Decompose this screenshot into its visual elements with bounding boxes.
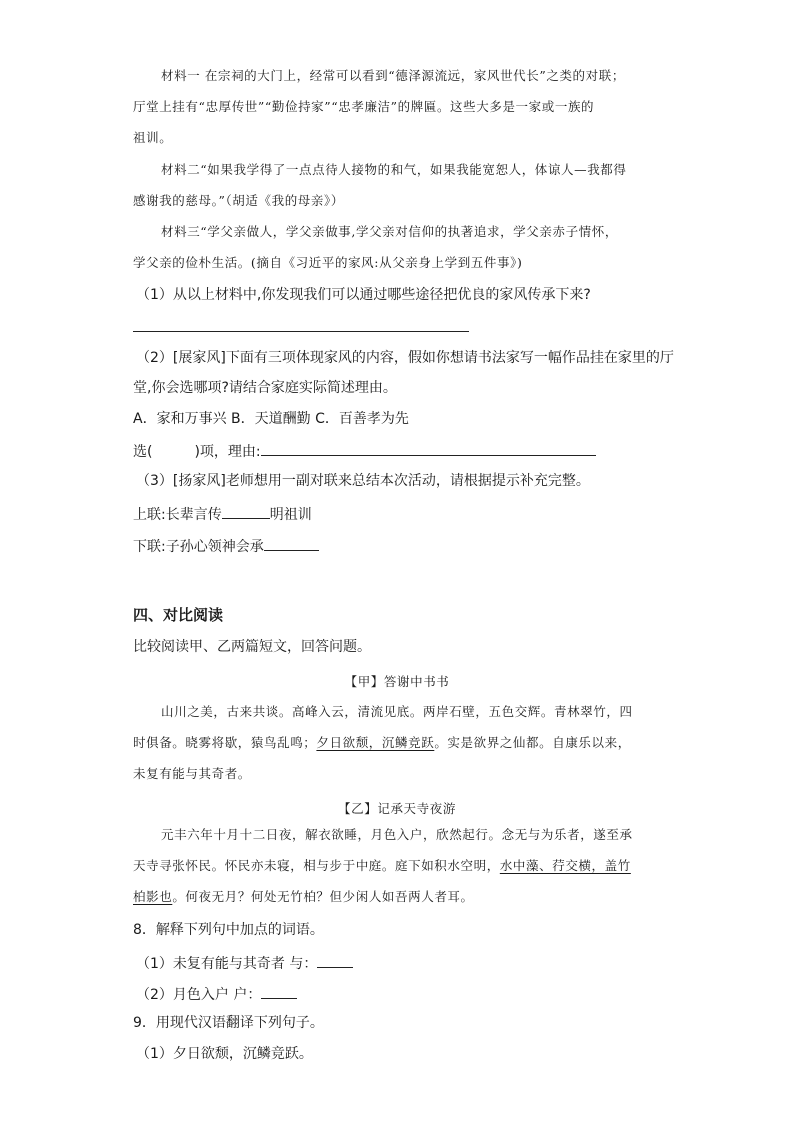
- passage-yi-line-3: [133, 891, 474, 904]
- question-8-item-1-blank[interactable]: [317, 955, 353, 968]
- material-three-line-1: 材料三“学父亲做人，学父亲做事,学父亲对信仰的执著追求，学父亲赤子情怀，: [161, 224, 618, 239]
- passage-jia-line-1: 山川之美，古来共谈。高峰入云，清流见底。两岸石壁，五色交辉。青林翠竹，四: [161, 704, 633, 719]
- passage-yi-line-3-end: 。何夜无月？何处无竹柏？但少闲人如吾两人者耳。: [172, 889, 474, 904]
- question-2-prompt-line-1: （2）[展家风]下面有三项体现家风的内容，假如你想请书法家写一幅作品挂在家里的厅: [136, 350, 674, 366]
- passage-yi-underlined-sentence-part-2: 柏影也: [133, 889, 173, 904]
- material-two-line-2: 感谢我的慈母。”（胡适《我的母亲》）: [133, 193, 344, 208]
- question-2-reason-blank[interactable]: [261, 443, 596, 456]
- material-three-line-2: 学父亲的俭朴生活。(摘自《习近平的家风:从父亲身上学到五件事》): [133, 255, 523, 270]
- passage-jia-title: 【甲】答谢中书书: [344, 674, 450, 689]
- couplet-lower-row: [133, 538, 319, 554]
- question-2-prompt-line-2: 堂,你会选哪项?请结合家庭实际简述理由。: [133, 380, 397, 396]
- couplet-lower-blank[interactable]: [264, 538, 319, 551]
- question-2-choice-row: [133, 443, 596, 459]
- question-8-item-2-text: （2）月色入户 户：: [136, 987, 262, 1003]
- question-1-prompt: （1）从以上材料中,你发现我们可以通过哪些途径把优良的家风传承下来?: [136, 287, 591, 303]
- couplet-upper-row: [133, 506, 312, 522]
- passage-jia-line-3: 未复有能与其奇者。: [133, 766, 251, 781]
- passage-jia-line-2-end: 。实是欲界之仙都。自康乐以来，: [434, 735, 631, 750]
- passage-yi-line-2: [133, 860, 631, 873]
- question-8-item-2: [136, 986, 297, 1002]
- passage-yi-line-2-start: 天寺寻张怀民。怀民亦未寝，相与步于中庭。庭下如积水空明，: [133, 858, 500, 873]
- passage-jia-underlined-sentence: 夕日欲颓，沉鳞竞跃: [316, 735, 435, 750]
- question-2-options: A．家和万事兴 B．天道酬勤 C．百善孝为先: [133, 411, 409, 427]
- passage-jia-line-2: [133, 737, 631, 750]
- couplet-upper-blank[interactable]: [222, 506, 270, 519]
- question-2-choice-prefix: 选(: [133, 444, 153, 460]
- question-9-item-1: （1）夕日欲颓，沉鳞竞跃。: [136, 1046, 313, 1062]
- passage-yi-underlined-sentence-part-1: 水中藻、荇交横，盖竹: [499, 858, 631, 873]
- question-9-prompt: 9．用现代汉语翻译下列句子。: [133, 1015, 324, 1031]
- passage-yi-line-1: 元丰六年十月十二日夜，解衣欲睡，月色入户，欣然起行。念无与为乐者，遂至承: [161, 827, 633, 842]
- question-2-choice-mid: )项，理由:: [194, 444, 261, 460]
- question-1-answer-line[interactable]: [133, 331, 469, 332]
- material-one-line-3: 祖训。: [133, 130, 173, 145]
- question-3-prompt: （3）[扬家风]老师想用一副对联来总结本次活动，请根据提示补充完整。: [136, 473, 590, 489]
- material-one-line-2: 厅堂上挂有“忠厚传世”“勤俭持家”“忠孝廉洁”的牌匾。这些大多是一家或一族的: [133, 99, 595, 114]
- question-8-item-2-blank[interactable]: [261, 986, 297, 999]
- passage-jia-line-2-start: 时俱备。晓雾将歇，猿鸟乱鸣；: [133, 735, 317, 750]
- section-4-heading: 四、对比阅读: [133, 606, 224, 624]
- couplet-lower-prefix: 下联:子孙心领神会承: [133, 539, 264, 555]
- section-4-intro: 比较阅读甲、乙两篇短文，回答问题。: [133, 639, 371, 655]
- material-two-line-1: 材料二“如果我学得了一点点待人接物的和气，如果我能宽恕人，体谅人—我都得: [161, 162, 627, 177]
- question-8-prompt: 8．解释下列句中加点的词语。: [133, 922, 324, 938]
- passage-yi-title: 【乙】记承天寺夜游: [338, 801, 456, 816]
- material-one-line-1: 材料一 在宗祠的大门上，经常可以看到“德泽源流远，家风世代长”之类的对联；: [161, 68, 625, 83]
- question-8-item-1-text: （1）未复有能与其奇者 与：: [136, 956, 318, 972]
- couplet-upper-prefix: 上联:长辈言传: [133, 507, 222, 523]
- question-8-item-1: [136, 955, 353, 971]
- couplet-upper-suffix: 明祖训: [269, 507, 312, 523]
